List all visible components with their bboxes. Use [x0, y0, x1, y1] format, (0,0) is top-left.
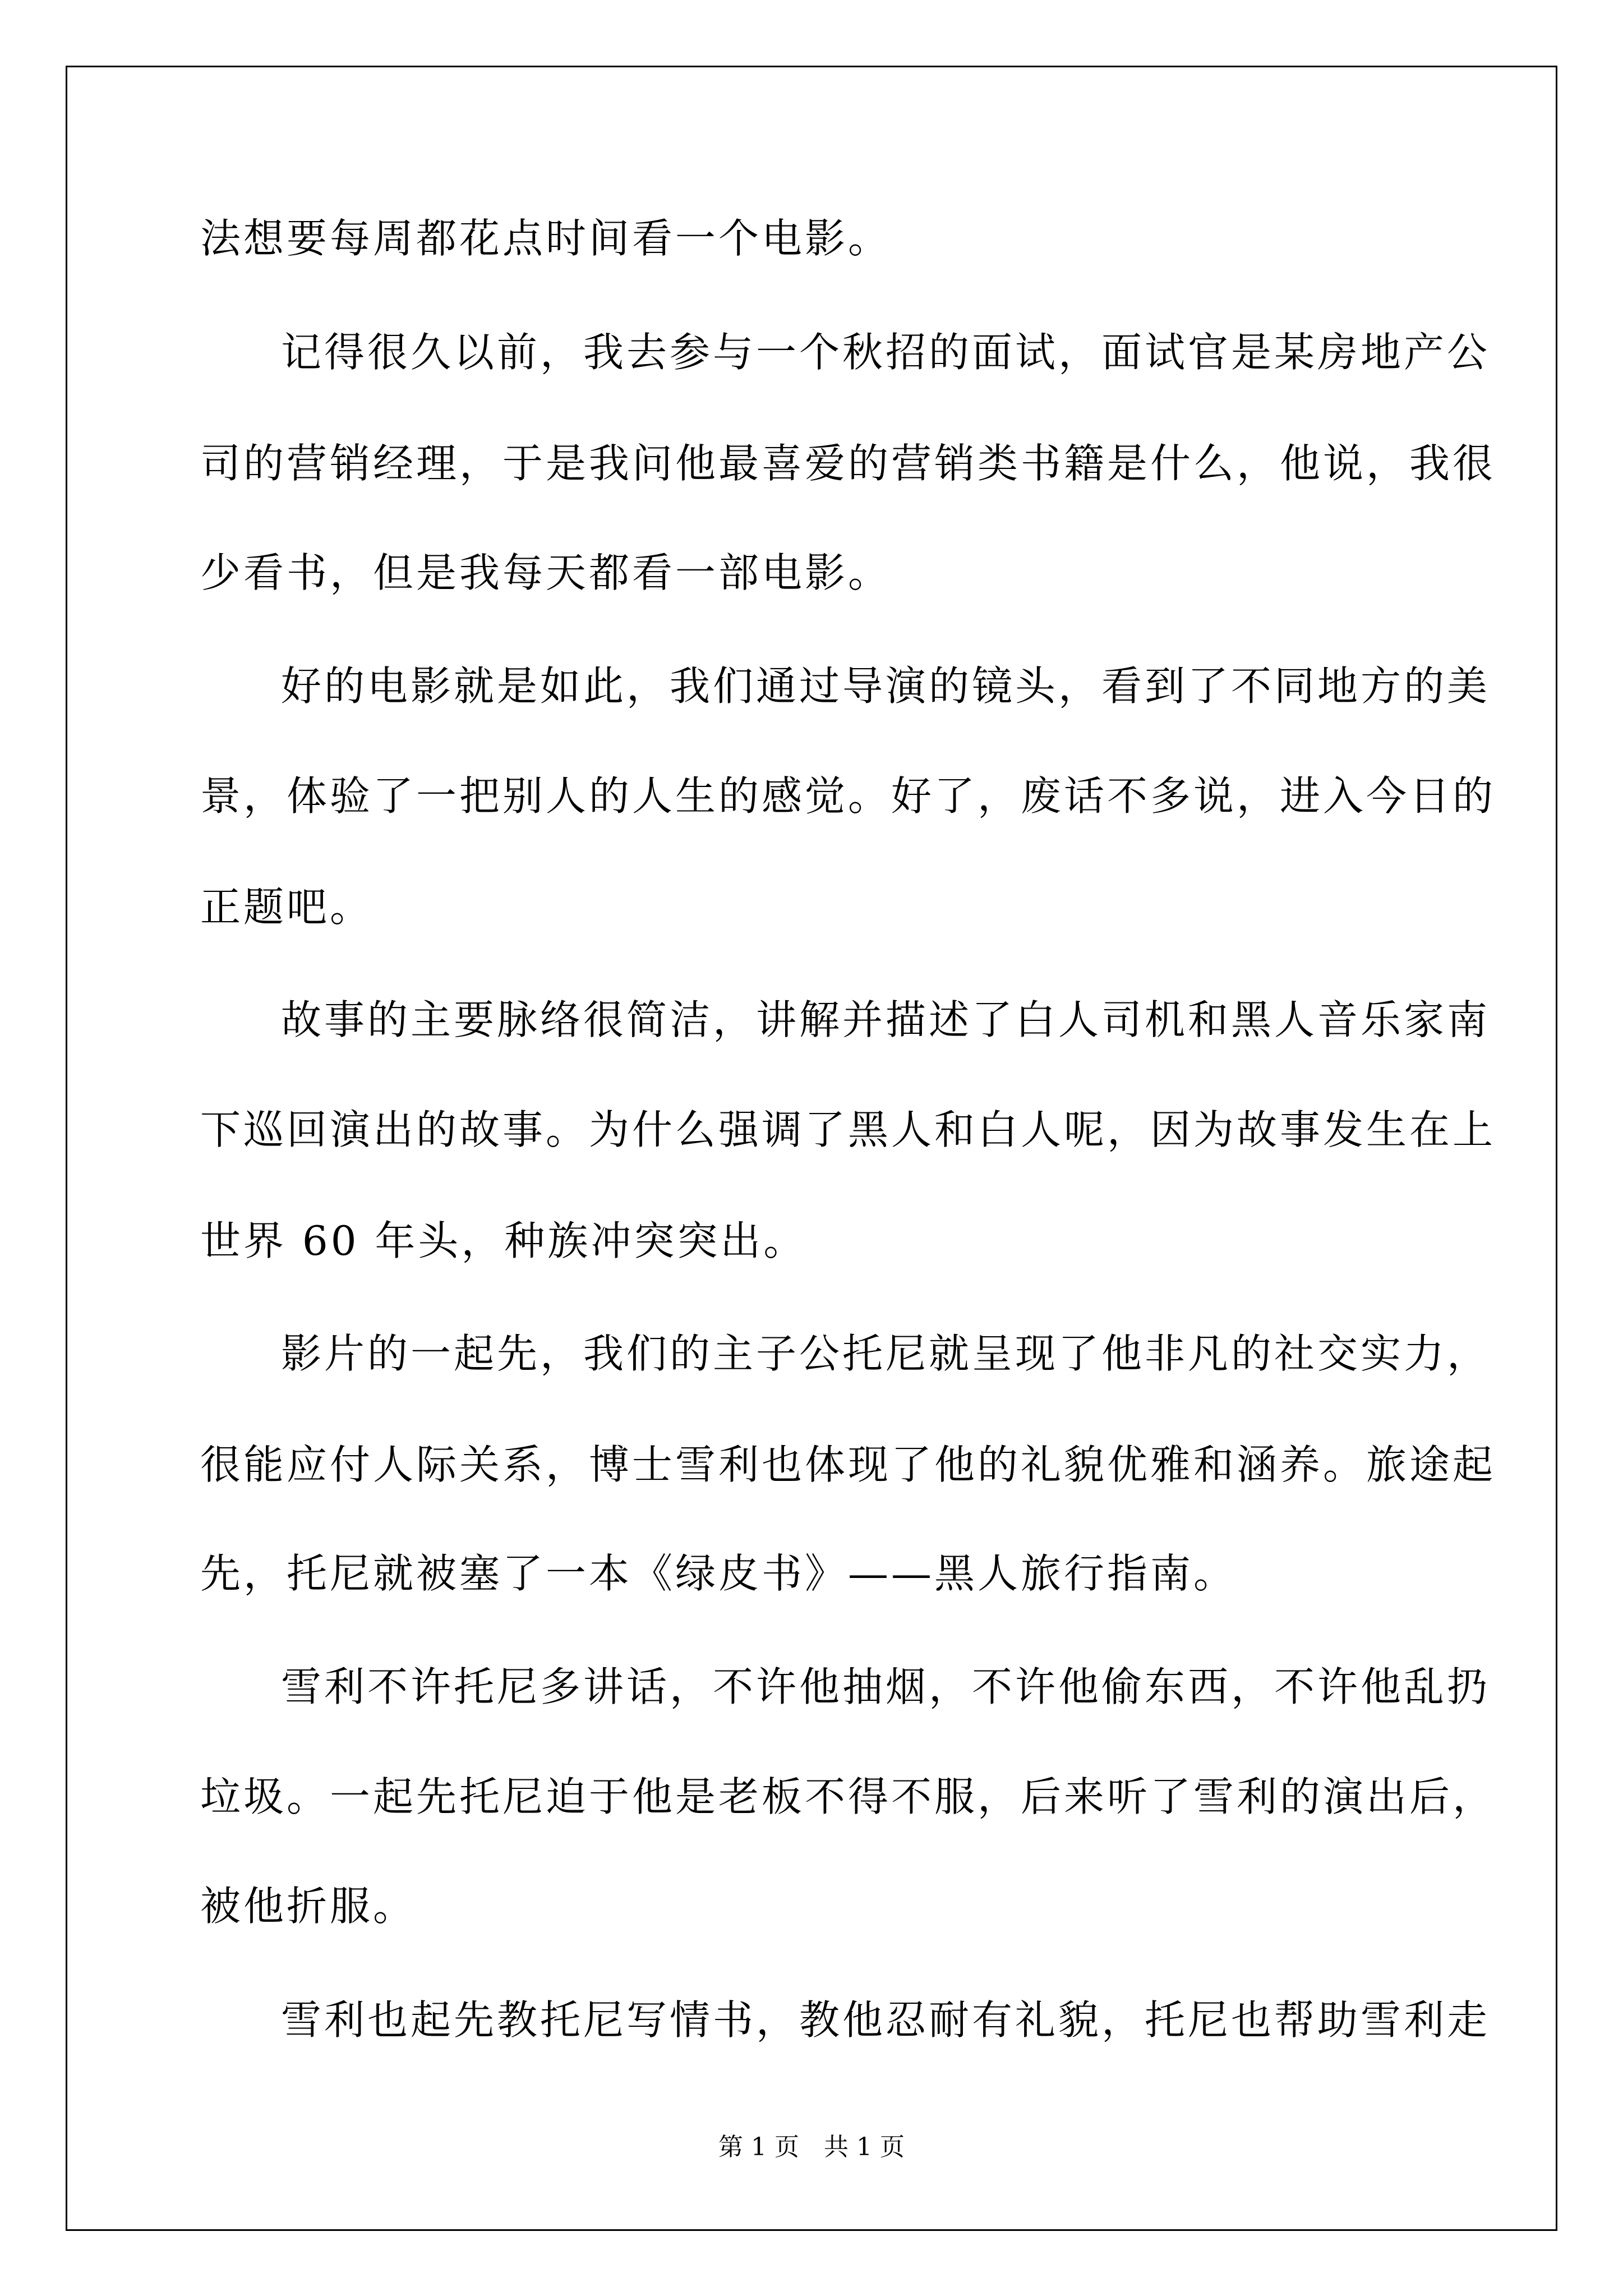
text-line: 雪利不许托尼多讲话，不许他抽烟，不许他偷东西，不许他乱扔 [281, 1663, 1491, 1710]
text-line: 正题吧。 [200, 884, 374, 931]
page-number-footer: 第 1 页 共 1 页 [718, 2133, 905, 2161]
text-line: 法想要每周都花点时间看一个电影。 [200, 215, 892, 262]
text-line: 司的营销经理，于是我问他最喜爱的营销类书籍是什么，他说，我很 [200, 440, 1496, 487]
text-line: 记得很久以前，我去参与一个秋招的面试，面试官是某房地产公 [281, 329, 1491, 376]
text-line: 垃圾。一起先托尼迫于他是老板不得不服，后来听了雪利的演出后， [200, 1773, 1496, 1820]
text-line: 很能应付人际关系，博士雪利也体现了他的礼貌优雅和涵养。旅途起 [200, 1441, 1496, 1488]
text-line: 下巡回演出的故事。为什么强调了黑人和白人呢，因为故事发生在上 [200, 1106, 1496, 1153]
text-line: 景，体验了一把别人的人生的感觉。好了，废话不多说，进入今日的 [200, 772, 1496, 820]
text-line: 世界 60 年头，种族冲突突出。 [200, 1217, 807, 1264]
text-line: 先，托尼就被塞了一本《绿皮书》——黑人旅行指南。 [200, 1550, 1237, 1597]
text-line: 好的电影就是如此，我们通过导演的镜头，看到了不同地方的美 [281, 662, 1491, 710]
text-line: 故事的主要脉络很简洁，讲解并描述了白人司机和黑人音乐家南 [281, 996, 1491, 1043]
text-line: 影片的一起先，我们的主子公托尼就呈现了他非凡的社交实力， [281, 1330, 1491, 1377]
text-line: 少看书，但是我每天都看一部电影。 [200, 549, 892, 596]
text-line: 被他折服。 [200, 1883, 417, 1930]
text-line: 雪利也起先教托尼写情书，教他忍耐有礼貌，托尼也帮助雪利走 [281, 1996, 1491, 2044]
